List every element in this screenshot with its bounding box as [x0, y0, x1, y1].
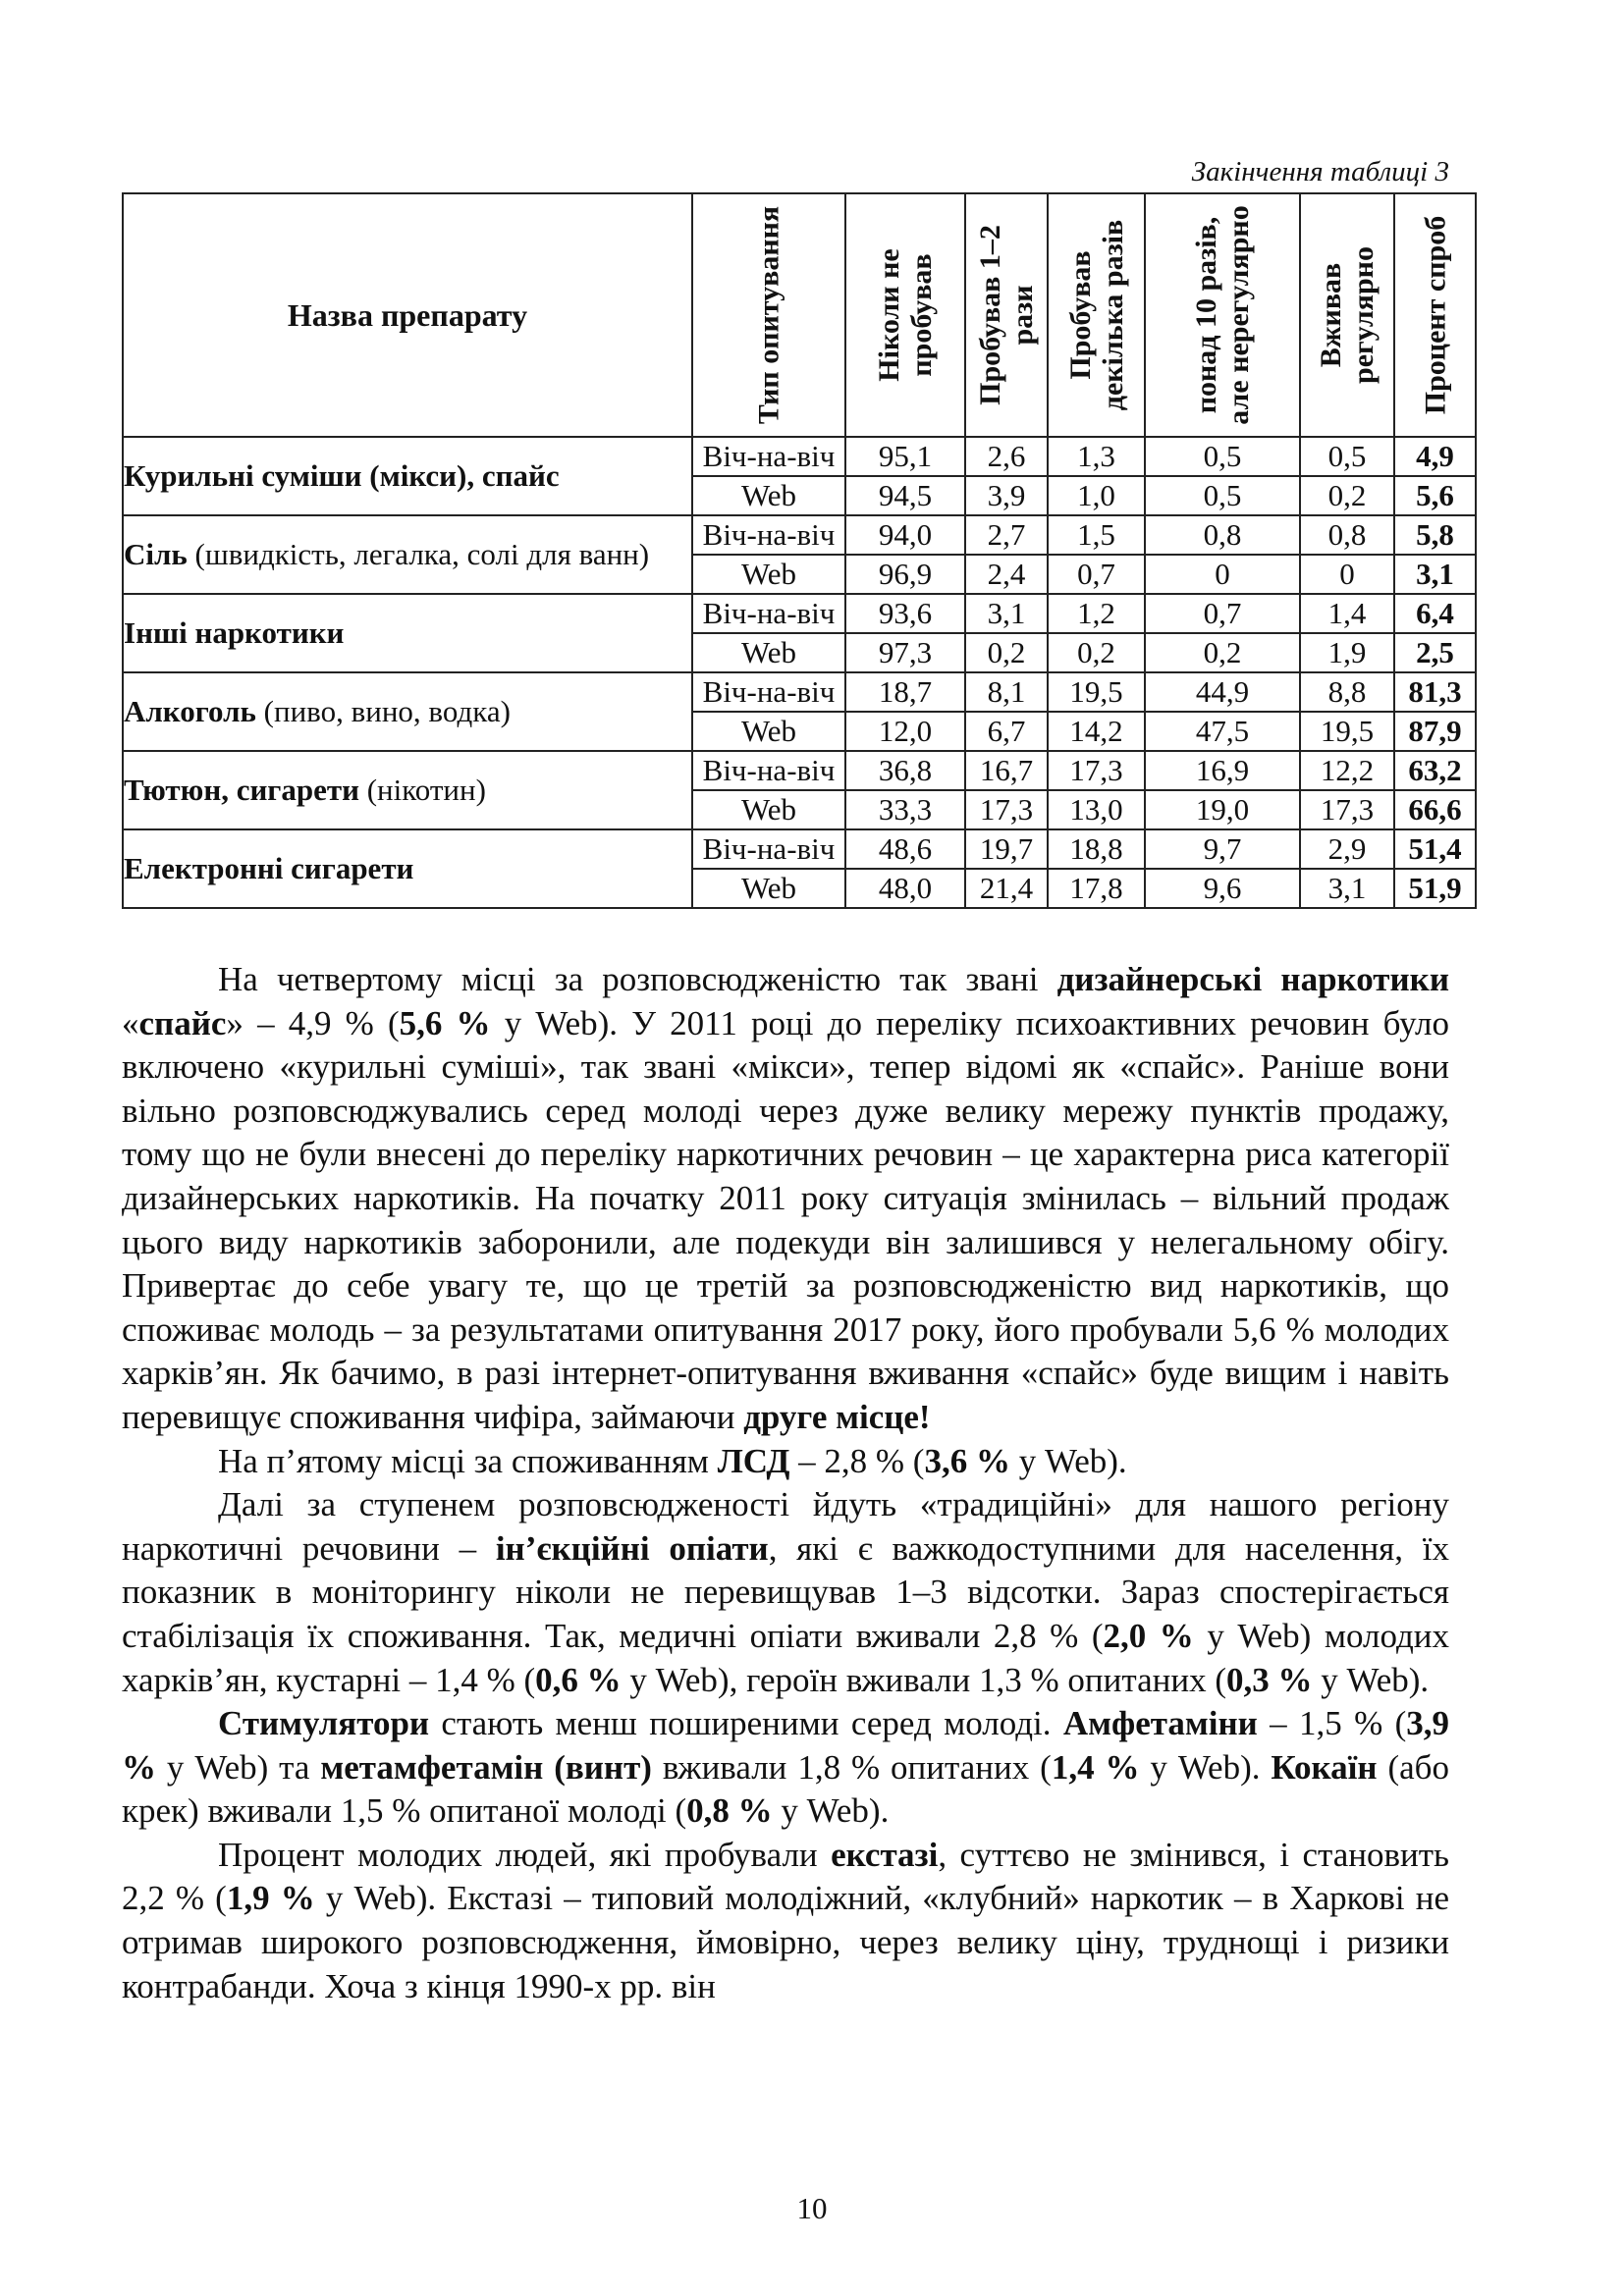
used-regularly-cell: 0,5: [1300, 437, 1394, 476]
drug-name-cell: Курильні суміши (мікси), спайс: [123, 437, 692, 515]
over-10-irregular-cell: 0,8: [1145, 515, 1300, 555]
never-tried-cell: 97,3: [845, 633, 965, 672]
tried-1-2-cell: 19,7: [965, 829, 1048, 869]
tried-1-2-cell: 3,9: [965, 476, 1048, 515]
over-10-irregular-cell: 9,7: [1145, 829, 1300, 869]
percent-tried-cell: 5,8: [1394, 515, 1476, 555]
tried-1-2-cell: 6,7: [965, 712, 1048, 751]
tried-1-2-cell: 2,7: [965, 515, 1048, 555]
percent-tried-cell: 63,2: [1394, 751, 1476, 790]
over-10-irregular-cell: 0: [1145, 555, 1300, 594]
tried-1-2-cell: 2,6: [965, 437, 1048, 476]
never-tried-cell: 33,3: [845, 790, 965, 829]
table-header-row: [123, 193, 1476, 437]
used-regularly-cell: 0,8: [1300, 515, 1394, 555]
tried-several-cell: 14,2: [1048, 712, 1145, 751]
tried-several-cell: 19,5: [1048, 672, 1145, 712]
tried-several-cell: 17,8: [1048, 869, 1145, 908]
paragraph: На п’ятому місці за споживанням ЛСД – 2,8 % (3,6 % у Web).: [218, 1441, 1127, 1480]
over-10-irregular-cell: 0,7: [1145, 594, 1300, 633]
header-over-10-irregular: понад 10 разів, але нерегулярно: [1145, 193, 1300, 437]
percent-tried-cell: 5,6: [1394, 476, 1476, 515]
header-never-tried: Ніколи не пробував: [845, 193, 965, 437]
over-10-irregular-cell: 9,6: [1145, 869, 1300, 908]
drug-name-cell: Інші наркотики: [123, 594, 692, 672]
used-regularly-cell: 1,9: [1300, 633, 1394, 672]
drug-name-cell: Електронні сигарети: [123, 829, 692, 908]
tried-several-cell: 1,2: [1048, 594, 1145, 633]
tried-several-cell: 1,5: [1048, 515, 1145, 555]
drug-name-cell: Алкоголь (пиво, вино, водка): [123, 672, 692, 751]
percent-tried-cell: 2,5: [1394, 633, 1476, 672]
used-regularly-cell: 8,8: [1300, 672, 1394, 712]
tried-1-2-cell: 3,1: [965, 594, 1048, 633]
paragraph: Стимулятори стають менш поширеними серед молоді. Амфетаміни – 1,5 % (3,9 % у Web) та метамфетамін (винт) вживали 1,8 % опитаних (1,4 % у Web). Кокаїн (або крек) вживали 1,5 % опитаної молоді (0,8 % у Web).: [122, 1704, 1449, 1831]
survey-type-cell: Web: [692, 790, 845, 829]
never-tried-cell: 96,9: [845, 555, 965, 594]
drug-usage-table: [122, 192, 1477, 909]
never-tried-cell: 93,6: [845, 594, 965, 633]
survey-type-cell: Віч-на-віч: [692, 515, 845, 555]
header-tried-1-2: Пробував 1–2 рази: [965, 193, 1048, 437]
over-10-irregular-cell: 19,0: [1145, 790, 1300, 829]
never-tried-cell: 95,1: [845, 437, 965, 476]
paragraph: Процент молодих людей, які пробували екстазі, суттєво не змінився, і становить 2,2 % (1,9 % у Web). Екстазі – типовий молодіжний, «клубний» наркотик – в Харкові не отримав широкого розповсюдження, ймовірно, через велику ціну, труднощі і ризики контрабанди. Хоча з кінця 1990-х рр. він: [122, 1835, 1450, 2005]
header-drug-name: Назва препарату: [123, 193, 692, 437]
percent-tried-cell: 66,6: [1394, 790, 1476, 829]
over-10-irregular-cell: 44,9: [1145, 672, 1300, 712]
used-regularly-cell: 17,3: [1300, 790, 1394, 829]
over-10-irregular-cell: 0,2: [1145, 633, 1300, 672]
never-tried-cell: 48,6: [845, 829, 965, 869]
survey-type-cell: Віч-на-віч: [692, 672, 845, 712]
never-tried-cell: 36,8: [845, 751, 965, 790]
percent-tried-cell: 87,9: [1394, 712, 1476, 751]
over-10-irregular-cell: 0,5: [1145, 476, 1300, 515]
never-tried-cell: 18,7: [845, 672, 965, 712]
percent-tried-cell: 4,9: [1394, 437, 1476, 476]
survey-type-cell: Web: [692, 869, 845, 908]
survey-type-cell: Віч-на-віч: [692, 829, 845, 869]
percent-tried-cell: 51,9: [1394, 869, 1476, 908]
used-regularly-cell: 3,1: [1300, 869, 1394, 908]
percent-tried-cell: 51,4: [1394, 829, 1476, 869]
used-regularly-cell: 0,2: [1300, 476, 1394, 515]
survey-type-cell: Web: [692, 712, 845, 751]
page-number: 10: [796, 2191, 828, 2225]
tried-several-cell: 0,2: [1048, 633, 1145, 672]
tried-several-cell: 17,3: [1048, 751, 1145, 790]
header-percent-tried: Процент спроб: [1394, 193, 1476, 437]
table-row: [123, 751, 1476, 790]
table-row: [123, 515, 1476, 555]
tried-several-cell: 13,0: [1048, 790, 1145, 829]
survey-type-cell: Віч-на-віч: [692, 751, 845, 790]
never-tried-cell: 94,0: [845, 515, 965, 555]
header-survey-type: Тип опитування: [692, 193, 845, 437]
survey-type-cell: Web: [692, 555, 845, 594]
used-regularly-cell: 19,5: [1300, 712, 1394, 751]
used-regularly-cell: 1,4: [1300, 594, 1394, 633]
tried-1-2-cell: 0,2: [965, 633, 1048, 672]
table-row: [123, 594, 1476, 633]
never-tried-cell: 94,5: [845, 476, 965, 515]
tried-1-2-cell: 21,4: [965, 869, 1048, 908]
used-regularly-cell: 12,2: [1300, 751, 1394, 790]
table-row: [123, 672, 1476, 712]
paragraph: На четвертому місці за розповсюдженістю так звані дизайнерські наркотики «спайс» – 4,9 % (5,6 % у Web). У 2011 році до переліку психоактивних речовин було включено «курильні суміші», так звані «мікси», тепер відомі як «спайс». Раніше вони вільно розповсюджувались серед молоді через дуже велику мережу пунктів продажу, тому що не були внесені до переліку наркотичних речовин – це характерна риса категорії дизайнерських наркотиків. На початку 2011 року ситуація змінилась – вільний продаж цього виду наркотиків заборонили, але подекуди він залишився у нелегальному обігу. Привертає до себе увагу те, що це третій за розповсюдженістю вид наркотиків, що споживає молодь – за результатами опитування 2017 року, його пробували 5,6 % молодих харків’ян. Як бачимо, в разі інтернет-опитування вживання «спайс» буде вищим і навіть перевищує споживання чифіра, займаючи друге місце!: [122, 960, 1450, 1436]
tried-several-cell: 18,8: [1048, 829, 1145, 869]
tried-several-cell: 1,0: [1048, 476, 1145, 515]
over-10-irregular-cell: 16,9: [1145, 751, 1300, 790]
tried-several-cell: 1,3: [1048, 437, 1145, 476]
header-tried-several: Пробував декілька разів: [1048, 193, 1145, 437]
tried-1-2-cell: 2,4: [965, 555, 1048, 594]
table-row: [123, 437, 1476, 476]
survey-type-cell: Віч-на-віч: [692, 594, 845, 633]
table-caption: Закінчення таблиці 3: [1191, 156, 1449, 187]
tried-1-2-cell: 16,7: [965, 751, 1048, 790]
drug-name-cell: Сіль (швидкість, легалка, солі для ванн): [123, 515, 692, 594]
tried-1-2-cell: 8,1: [965, 672, 1048, 712]
table-row: [123, 829, 1476, 869]
used-regularly-cell: 2,9: [1300, 829, 1394, 869]
header-used-regularly: Вживав регулярно: [1300, 193, 1394, 437]
tried-several-cell: 0,7: [1048, 555, 1145, 594]
survey-type-cell: Віч-на-віч: [692, 437, 845, 476]
never-tried-cell: 48,0: [845, 869, 965, 908]
percent-tried-cell: 3,1: [1394, 555, 1476, 594]
percent-tried-cell: 6,4: [1394, 594, 1476, 633]
over-10-irregular-cell: 47,5: [1145, 712, 1300, 751]
over-10-irregular-cell: 0,5: [1145, 437, 1300, 476]
tried-1-2-cell: 17,3: [965, 790, 1048, 829]
percent-tried-cell: 81,3: [1394, 672, 1476, 712]
survey-type-cell: Web: [692, 633, 845, 672]
survey-type-cell: Web: [692, 476, 845, 515]
body-text: [122, 958, 1449, 2008]
drug-name-cell: Тютюн, сигарети (нікотин): [123, 751, 692, 829]
never-tried-cell: 12,0: [845, 712, 965, 751]
paragraph: Далі за ступенем розповсюдженості йдуть «традиційні» для нашого регіону наркотичні речовини – ін’єкційні опіати, які є важкодоступними для населення, їх показник в моніторингу ніколи не перевищував 1–3 відсотки. Зараз спостерігається стабілізація їх споживання. Так, медичні опіати вживали 2,8 % (2,0 % у Web) молодих харків’ян, кустарні – 1,4 % (0,6 % у Web), героїн вживали 1,3 % опитаних (0,3 % у Web).: [122, 1485, 1450, 1699]
used-regularly-cell: 0: [1300, 555, 1394, 594]
